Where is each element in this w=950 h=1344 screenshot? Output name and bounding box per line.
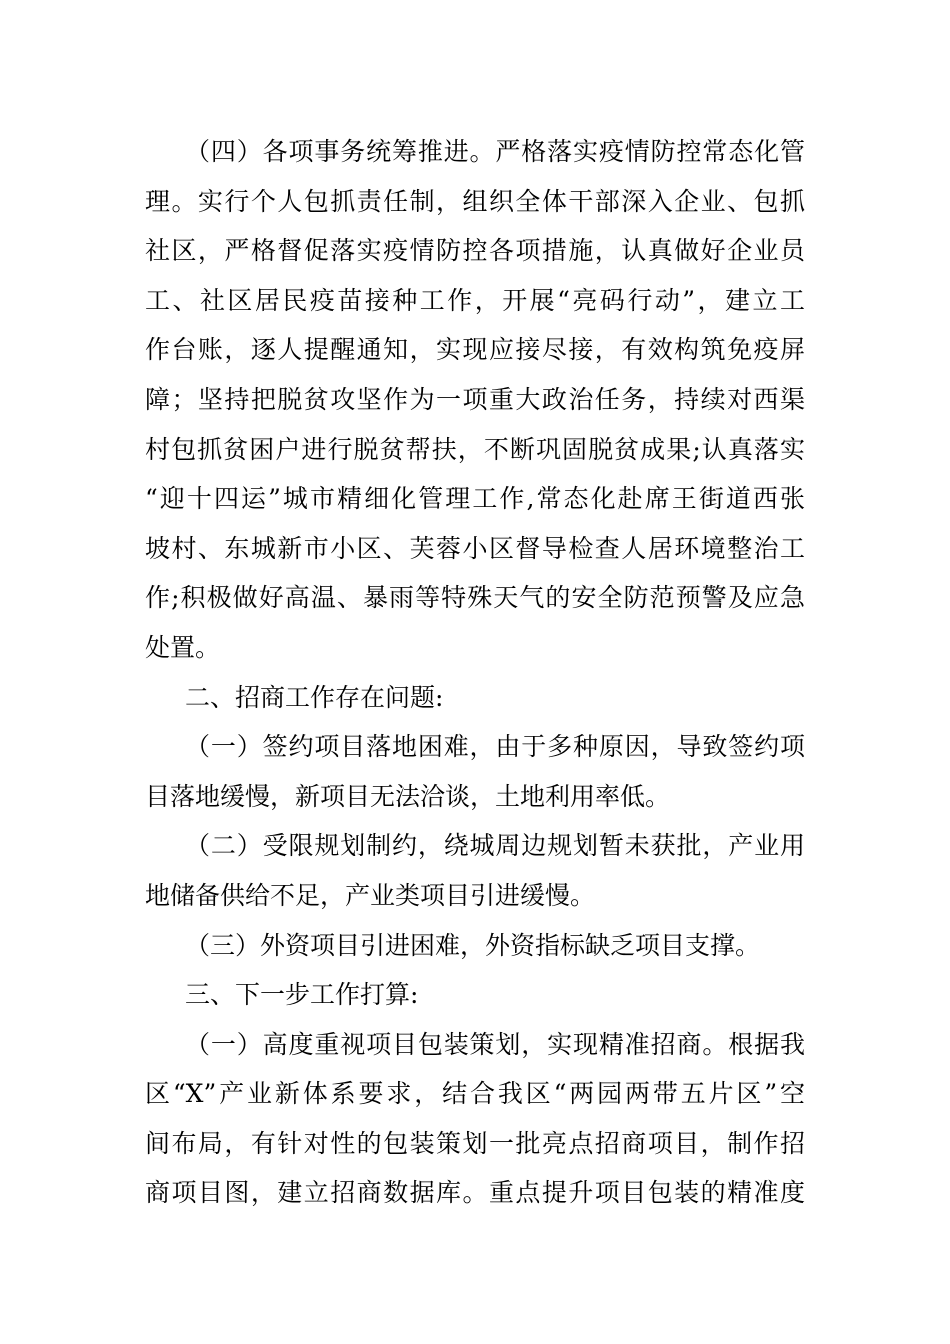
text-line: 地储备供给不足，产业类项目引进缓慢。 (145, 880, 596, 910)
text-line: （四）各项事务统筹推进。严格落实疫情防控常态化管 (185, 137, 805, 166)
paragraph-affairs-coordination (0, 127, 950, 673)
section-heading-next-steps (0, 970, 950, 1020)
paragraph-next-step-1 (0, 1020, 950, 1218)
text-line: 坡村、东城新市小区、芙蓉小区督导检查人居环境整治工 (145, 533, 805, 563)
text-line: 障；坚持把脱贫攻坚作为一项重大政治任务，持续对西渠 (145, 384, 805, 414)
text-line: 区“X”产业新体系要求，结合我区“两园两带五片区”空 (145, 1079, 805, 1109)
text-line: 社区，严格督促落实疫情防控各项措施，认真做好企业员 (145, 236, 805, 266)
text-line: 村包抓贫困户进行脱贫帮扶，不断巩固脱贫成果;认真落实 (145, 434, 805, 464)
text-line: （一）签约项目落地困难，由于多种原因，导致签约项 (185, 732, 805, 762)
text-line: （二）受限规划制约，绕城周边规划暂未获批，产业用 (185, 831, 805, 861)
text-line: 工、社区居民疫苗接种工作，开展“亮码行动”，建立工 (145, 285, 805, 315)
text-line: 作台账，逐人提醒通知，实现应接尽接，有效构筑免疫屏 (145, 335, 805, 365)
text-line: （三）外资项目引进困难，外资指标缺乏项目支撑。 (185, 930, 761, 960)
text-line: 处置。 (145, 632, 221, 662)
text-line: 理。实行个人包抓责任制，组织全体干部深入企业、包抓 (145, 186, 805, 216)
paragraph-problem-2 (0, 821, 950, 920)
paragraph-problem-1 (0, 722, 950, 821)
heading-line: 二、招商工作存在问题: (185, 682, 444, 712)
heading-line: 三、下一步工作打算: (185, 980, 419, 1010)
text-line: 目落地缓慢，新项目无法洽谈，土地利用率低。 (145, 781, 671, 811)
section-heading-problems (0, 673, 950, 723)
paragraph-problem-3 (0, 921, 950, 971)
text-line: 商项目图，建立招商数据库。重点提升项目包装的精准度 (145, 1178, 805, 1208)
text-line: “迎十四运”城市精细化管理工作,常态化赴席王街道西张 (145, 484, 805, 514)
text-line: 作;积极做好高温、暴雨等特殊天气的安全防范预警及应急 (145, 583, 805, 613)
text-line: （一）高度重视项目包装策划，实现精准招商。根据我 (185, 1029, 805, 1059)
text-line: 间布局，有针对性的包装策划一批亮点招商项目，制作招 (145, 1128, 805, 1158)
